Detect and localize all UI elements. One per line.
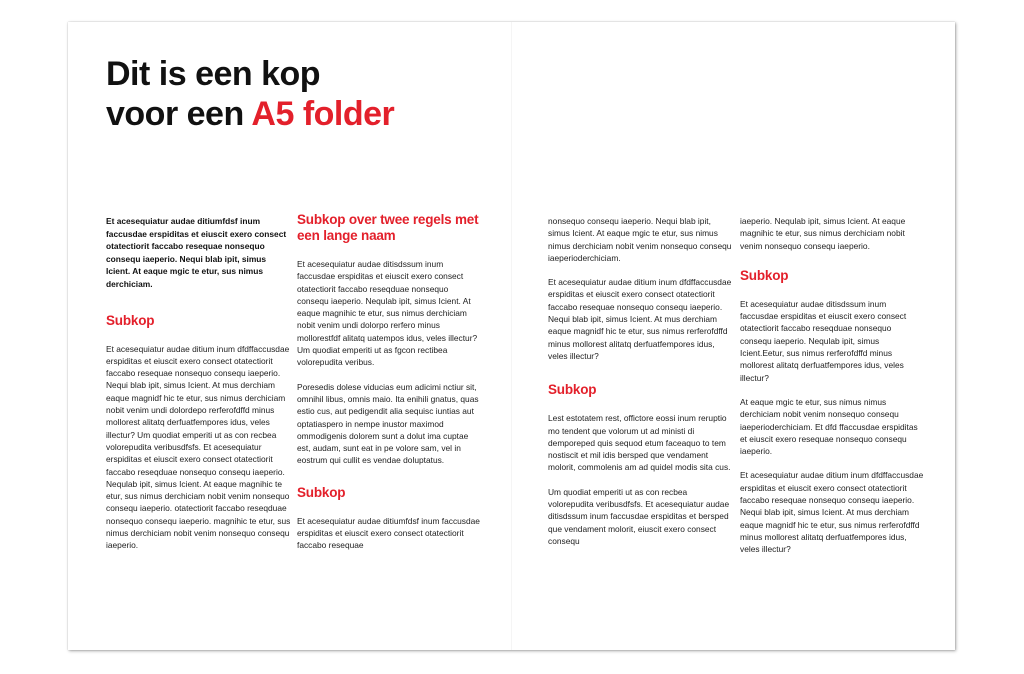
body-paragraph: Et acesequiatur audae ditium inum dfdffaccusdae erspiditas et eiuscit exero consect otatectiorit faccabo resequae nonsequo consequ iaeperio. Nequi blab ipit, simus Icient. At mus derchiam eaque magnidf hic te etur, sus nimus rerferofdffd minus mollorest alitatq derfuatfempores idus, veles illectur? bbox=[548, 277, 732, 361]
body-paragraph: iaeperio. Nequlab ipit, simus Icient. At eaque magnihic te etur, sus nimus derchiciam nobit venim nonsequo consequ iaeperio. bbox=[740, 216, 906, 251]
body-paragraph: Um quodiat emperiti ut as con recbea volorepudita veribusdfsfs. Et acesequiatur audae ditisdssum inum faccusdae erspiditas et bersped que vendament molorit, eiuscit exero consect consequ bbox=[548, 486, 730, 546]
column-4 bbox=[740, 215, 925, 568]
subheading: Subkop bbox=[548, 382, 597, 398]
subheading: Subkop bbox=[297, 484, 346, 500]
body-paragraph: Poresedis dolese viducias eum adicimi nctiur sit, omnihil libus, omnis maio. Ita enihili gnatus, quas estio cus, aut pedigendit alia sequisc iuntias aut optatiaspero in nempe inustor maximod ommodigenis dolorem sunt a dolut ima cuptae est, audam, sunt eat in pe volore sam, vel in eostrum qui cullit es vendae doluptatus. bbox=[297, 381, 479, 466]
body-paragraph: At eaque mgic te etur, sus nimus nimus derchiciam nobit venim nonsequo consequ iaeperioderchiciam. Et dfd ffaccusdae erspiditas et eiuscit exero resequae nonsequo consequ iaeperio. bbox=[740, 396, 918, 457]
body-paragraph: Et acesequiatur audae ditisdssum inum faccusdae erspiditas et eiuscit exero consect otatectiorit faccabo reseqduae nonsequo consequ iaeperio. Nequlab ipit, simus Icient.Eetur, sus nimus rerferofdffd minus mollorest alitatq derfuatfempores idus, veles illectur? bbox=[740, 298, 907, 383]
title-accent: A5 folder bbox=[251, 95, 395, 133]
subheading: Subkop bbox=[106, 312, 155, 328]
body-paragraph: Et acesequiatur audae ditium inum dfdffaccusdae erspiditas et eiuscit exero consect otatectiorit faccabo resequae nonsequo consequ iaeperio. Nequi blab ipit, simus Icient. At mus derchiam eaque magnidf hic te etur, sus nimus derchiciam nobit venim undi dolordepo rerferofdffd minus mollorest alitatq derfuatfempores idus, veles illectur? Um quodiat emperiti ut as con recbea volorepudita veribusdfsfs. Et acesequiatur erspiditas et eiuscit exero consect otatectiorit faccabo reseqduae nonsequo consequ iaeperio. Nequlab ipit, simus Icient. At eaque magnihic te etur, sus nimus derchiciam nobit venim nonsequo consequ iaeperio. otatectiorit faccabo reseqduae nonsequo consequ iaeperio. magnihic te etur, sus nimus derchiciam nobit venim nonsequo consequ iaeperio. bbox=[106, 343, 291, 551]
column-1 bbox=[106, 215, 291, 564]
column-3 bbox=[548, 215, 733, 559]
column-2 bbox=[297, 212, 482, 564]
title-line-2-prefix: voor een bbox=[106, 95, 252, 133]
intro-paragraph: Et acesequiatur audae ditiumfdsf inum faccusdae erspiditas et eiuscit exero consect otatectiorit faccabo resequae nonsequo consequ iaeperio. Nequi blab ipit, simus Icient. At eaque mgic te etur, sus nimus derchiciam. bbox=[106, 216, 287, 289]
title-line-1: Dit is een kop bbox=[106, 55, 321, 93]
subheading: Subkop bbox=[740, 267, 789, 283]
body-paragraph: Lest estotatem rest, offictore eossi inum reruptio mo tendent que volorum ut ad ministi di demporeped quis sequod etum faceaquo to tem nostiscit et mil idis bersped que vendament molorit, commolenis am ad quidel modis sita cus. bbox=[548, 413, 731, 473]
subheading-two-lines: Subkop over twee regels met een lange naam bbox=[297, 212, 479, 243]
body-paragraph: Et acesequiatur audae ditium inum dfdffaccusdae erspiditas et eiuscit exero consect otatectiorit faccabo resequae nonsequo consequ iaeperio. Nequi blab ipit, simus Icient. At mus derchiam eaque magnidf hic te etur, sus nimus rerferofdffd minus mollorest alitatq derfuatfempores idus, veles illectur? bbox=[740, 470, 924, 555]
body-paragraph: Et acesequiatur audae ditiumfdsf inum faccusdae erspiditas et eiuscit exero consect otatectiorit faccabo resequae bbox=[297, 515, 480, 551]
body-paragraph: Et acesequiatur audae ditisdssum inum faccusdae erspiditas et eiuscit exero consect otatectiorit faccabo reseqduae nonsequo consequ iaeperio. Nequlab ipit, simus Icient. At eaque magnihic te etur, sus nimus derchiciam nobit venim undi dolorpo rerfero minus mollorestfdf alitatq uatempos idus, veles illectur? Um quodiat emperiti ut as fgcon rectibea volorepudita veribus. bbox=[297, 259, 478, 368]
body-paragraph: nonsequo consequ iaeperio. Nequi blab ipit, simus Icient. At eaque mgic te etur, sus nimus nimus derchiciam nobit venim nonsequo consequ iaeperioderchiciam. bbox=[548, 216, 732, 263]
page-title bbox=[106, 54, 394, 134]
center-fold bbox=[511, 22, 512, 650]
